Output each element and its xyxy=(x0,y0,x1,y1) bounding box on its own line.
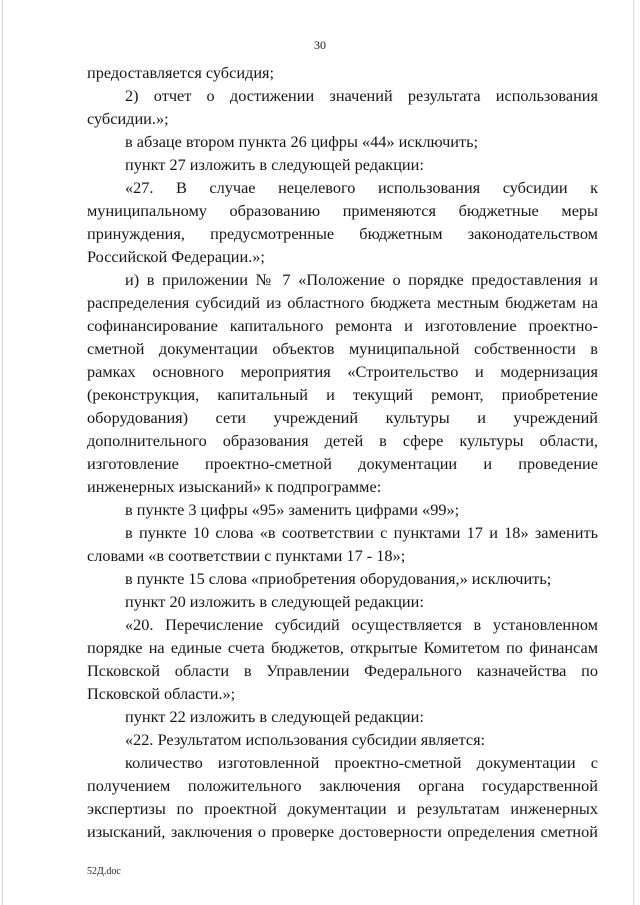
paragraph: «27. В случае нецелевого использования субсидии к муниципальному образованию применяются бюджетные меры принуждения, предусмотренные бюджетным законодательством Российской Федерации.»; xyxy=(87,178,598,266)
document-body xyxy=(87,61,598,843)
paragraph: и) в приложении № 7 «Положение о порядке предоставления и распределения субсидий из областного бюджета местным бюджетам на софинансирование капитального ремонта и изготовление проектно-сметной документации объектов муниципальной собственности в рамках основного мероприятия «Строительство и модернизация (реконструкция, капитальный и текущий ремонт, приобретение оборудования) сети учреждений культуры и учреждений дополнительного образования детей в сфере культуры области, изготовление проектно-сметной документации и проведение инженерных изысканий» к подпрограмме: xyxy=(87,270,598,496)
paragraph: в пункте 15 слова «приобретения оборудования,» исключить; xyxy=(125,569,552,588)
paragraph: пункт 20 изложить в следующей редакции: xyxy=(125,592,424,611)
scan-edge-left xyxy=(2,0,3,905)
paragraph: в пункте 3 цифры «95» заменить цифрами «99»; xyxy=(125,500,460,519)
scan-edge-right xyxy=(633,0,634,905)
paragraph: в пункте 10 слова «в соответствии с пунктами 17 и 18» заменить словами «в соответствии с пунктами 17 - 18»; xyxy=(87,523,598,565)
paragraph: пункт 22 изложить в следующей редакции: xyxy=(125,707,424,726)
paragraph: «20. Перечисление субсидий осуществляется в установленном порядке на единые счета бюджетов, открытые Комитетом по финансам Псковской области в Управлении Федерального казначейства по Псковской области.»; xyxy=(87,615,598,703)
file-name-footer: 52Д.doc xyxy=(87,866,121,877)
paragraph: количество изготовленной проектно-сметной документации с получением положительного заключения органа государственной экспертизы по проектной документации и результатам инженерных изысканий, заключения о проверке достоверности определения сметной xyxy=(87,753,598,841)
paragraph: в абзаце втором пункта 26 цифры «44» исключить; xyxy=(125,132,479,151)
paragraph: пункт 27 изложить в следующей редакции: xyxy=(125,155,424,174)
paragraph: «22. Результатом использования субсидии является: xyxy=(125,730,486,749)
paragraph: предоставляется субсидия; xyxy=(87,63,275,82)
paragraph: 2) отчет о достижении значений результата использования субсидии.»; xyxy=(87,86,598,128)
page-number: 30 xyxy=(314,38,326,52)
